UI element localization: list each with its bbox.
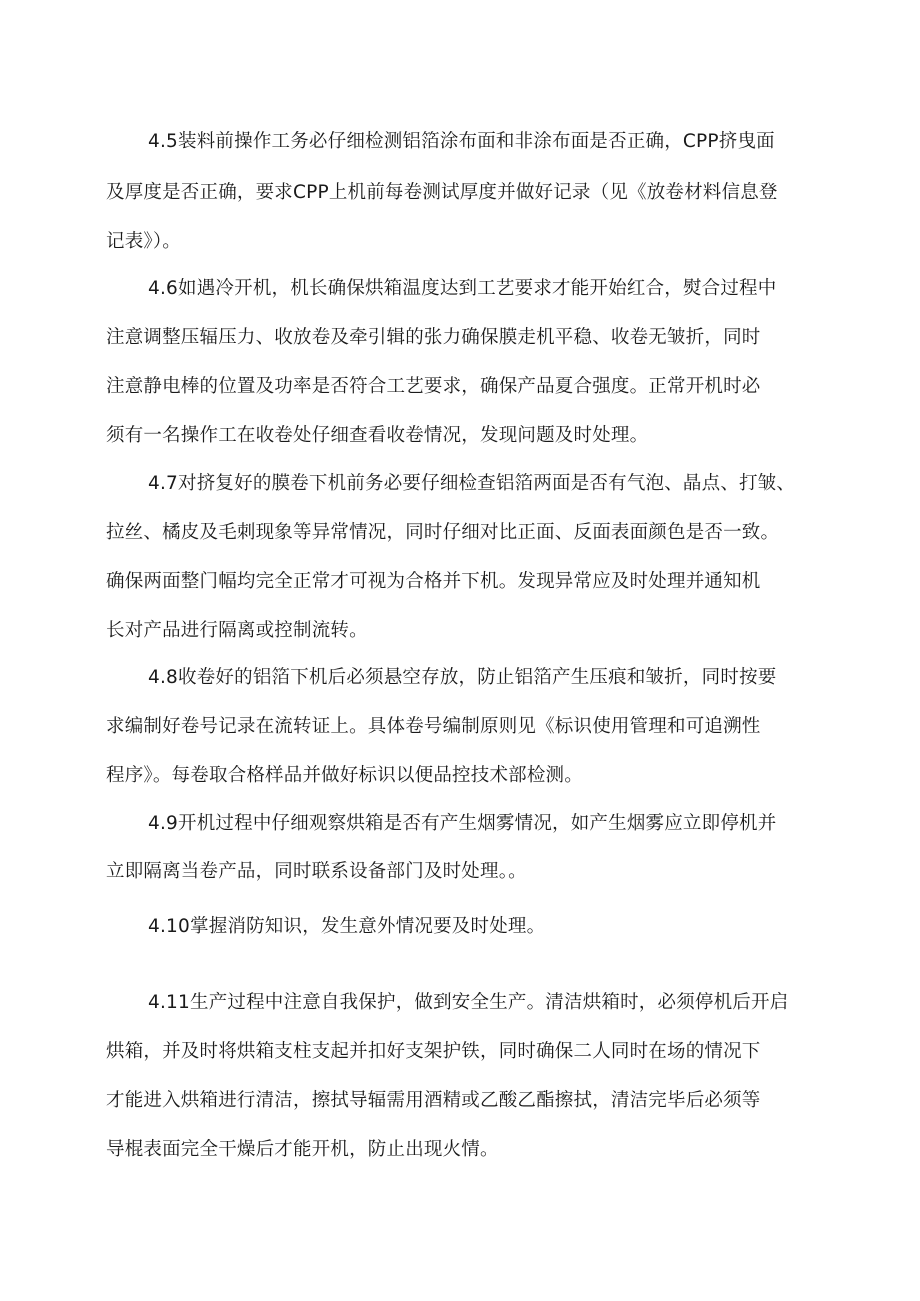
paragraph-line: 求编制好卷号记录在流转证上。具体卷号编制原则见《标识使用管理和可追溯性 xyxy=(106,716,761,737)
paragraph-line: 注意静电棒的位置及功率是否符合工艺要求，确保产品夏合强度。正常开机时必 xyxy=(106,376,761,397)
paragraph-line: 拉丝、橘皮及毛刺现象等异常情况，同时仔细对比正面、反面表面颜色是否一致。 xyxy=(106,522,780,543)
paragraph-line: 4.11生产过程中注意自我保护，做到安全生产。清洁烘箱时，必须停机后开启 xyxy=(148,992,789,1013)
paragraph-line: 导棍表面完全干燥后才能开机，防止出现火情。 xyxy=(106,1139,499,1160)
paragraph-line: 4.7对挤复好的膜卷下机前务必要仔细检查铝箔两面是否有气泡、晶点、打皱、 xyxy=(148,473,796,494)
paragraph-line: 4.6如遇冷开机，机长确保烘箱温度达到工艺要求才能开始红合，熨合过程中 xyxy=(148,278,777,299)
paragraph-line: 及厚度是否正确，要求CPP上机前每卷测试厚度并做好记录（见《放卷材料信息登 xyxy=(106,182,778,203)
paragraph-line: 烘箱，并及时将烘箱支柱支起并扣好支架护铁，同时确保二人同时在场的情况下 xyxy=(106,1041,761,1062)
paragraph-line: 须有一名操作工在收卷处仔细查看收卷情况，发现问题及时处理。 xyxy=(106,425,649,446)
paragraph-line: 长对产品进行隔离或控制流转。 xyxy=(106,620,368,641)
paragraph-line: 程序》。每卷取合格样品并做好标识以便品控技术部检测。 xyxy=(106,765,583,786)
paragraph-line: 立即隔离当卷产品，同时联系设备部门及时处理。。 xyxy=(106,861,527,882)
paragraph-line: 才能进入烘箱进行清洁，擦拭导辐需用酒精或乙酸乙酯擦拭，清洁完毕后必须等 xyxy=(106,1090,761,1111)
paragraph-line: 4.8收卷好的铝箔下机后必须悬空存放，防止铝箔产生压痕和皱折，同时按要 xyxy=(148,667,777,688)
paragraph-line: 确保两面整门幅均完全正常才可视为合格并下机。发现异常应及时处理并通知机 xyxy=(106,571,761,592)
paragraph-line: 记表》）。 xyxy=(106,231,182,252)
paragraph-line: 4.10掌握消防知识，发生意外情况要及时处理。 xyxy=(148,916,546,937)
paragraph-line: 注意调整压辐压力、收放卷及牵引辑的张力确保膜走机平稳、收卷无皱折，同时 xyxy=(106,327,761,348)
paragraph-line: 4.5装料前操作工务必仔细检测铝箔涂布面和非涂布面是否正确，CPP挤曳面 xyxy=(148,131,775,152)
paragraph-line: 4.9开机过程中仔细观察烘箱是否有产生烟雾情况，如产生烟雾应立即停机并 xyxy=(148,813,777,834)
